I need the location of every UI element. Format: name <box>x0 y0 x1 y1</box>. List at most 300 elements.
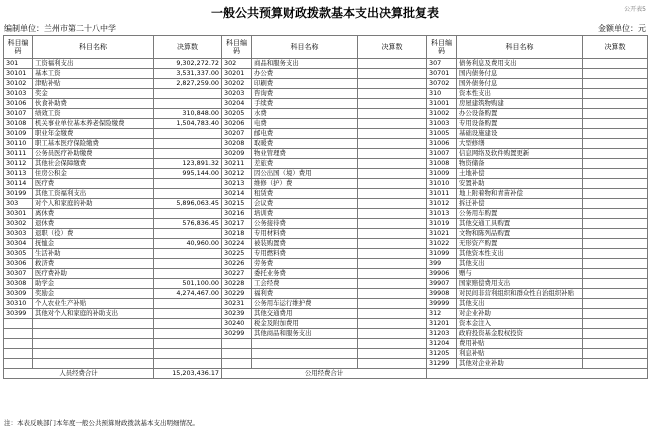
cell-amount-3 <box>583 259 648 269</box>
cell-name-2: 培训费 <box>252 209 358 219</box>
cell-code-3: 31021 <box>427 229 457 239</box>
cell-name-1: 医疗费补助 <box>33 269 154 279</box>
cell-code-1: 30101 <box>4 69 33 79</box>
cell-code-3: 31204 <box>427 339 457 349</box>
table-row <box>4 159 648 169</box>
cell-name-2: 劳务费 <box>252 259 358 269</box>
table-row <box>4 169 648 179</box>
cell-code-2: 30214 <box>222 189 252 199</box>
cell-amount-3 <box>583 59 648 69</box>
table-note: 注：本表反映部门本年度一般公共预算财政拨款基本支出明细情况。 <box>4 419 199 427</box>
cell-code-3: 31011 <box>427 189 457 199</box>
cell-amount-3 <box>583 119 648 129</box>
cell-code-1: 30103 <box>4 89 33 99</box>
cell-name-2: 商品和服务支出 <box>252 59 358 69</box>
corner-mark: 公开表5 <box>624 6 646 13</box>
cell-name-1 <box>33 349 154 359</box>
cell-amount-2 <box>358 99 427 109</box>
cell-name-1: 其他工资福利支出 <box>33 189 154 199</box>
cell-amount-3 <box>583 179 648 189</box>
table-row <box>4 179 648 189</box>
cell-amount-3 <box>583 109 648 119</box>
table-row <box>4 359 648 369</box>
cell-amount-3 <box>583 149 648 159</box>
cell-amount-1 <box>154 339 222 349</box>
table-row <box>4 189 648 199</box>
cell-name-3: 拆迁补偿 <box>457 199 583 209</box>
cell-code-2: 30203 <box>222 89 252 99</box>
cell-name-3: 其他支出 <box>457 299 583 309</box>
cell-amount-1 <box>154 99 222 109</box>
cell-code-1: 30308 <box>4 279 33 289</box>
cell-amount-2 <box>358 269 427 279</box>
footer-row <box>4 369 648 379</box>
cell-code-2: 30216 <box>222 209 252 219</box>
cell-amount-3 <box>583 209 648 219</box>
cell-name-3: 费用补贴 <box>457 339 583 349</box>
cell-amount-1 <box>154 209 222 219</box>
cell-amount-3 <box>583 79 648 89</box>
cell-amount-3 <box>583 199 648 209</box>
cell-code-1: 30306 <box>4 259 33 269</box>
cell-code-1: 30106 <box>4 99 33 109</box>
cell-name-2: 其他交通费用 <box>252 309 358 319</box>
cell-amount-2 <box>358 129 427 139</box>
cell-code-1: 30307 <box>4 269 33 279</box>
report-title: 一般公共预算财政拨款基本支出决算批复表 <box>210 6 439 20</box>
cell-amount-2 <box>358 79 427 89</box>
cell-amount-2 <box>358 279 427 289</box>
cell-name-2 <box>252 339 358 349</box>
cell-name-1: 伙食补助费 <box>33 99 154 109</box>
cell-code-2 <box>222 349 252 359</box>
cell-amount-1: 310,848.00 <box>154 109 222 119</box>
cell-name-1 <box>33 339 154 349</box>
table-row <box>4 289 648 299</box>
cell-code-2: 30207 <box>222 129 252 139</box>
cell-amount-1: 501,100.00 <box>154 279 222 289</box>
table-row <box>4 299 648 309</box>
cell-name-3: 对民间非营利组织和群众性自治组织补贴 <box>457 289 583 299</box>
cell-code-2: 30239 <box>222 309 252 319</box>
cell-name-2: 被装购置费 <box>252 239 358 249</box>
cell-code-2: 30226 <box>222 259 252 269</box>
cell-amount-2 <box>358 339 427 349</box>
cell-code-2 <box>222 359 252 369</box>
cell-amount-2 <box>358 189 427 199</box>
cell-code-3: 31007 <box>427 149 457 159</box>
cell-code-2: 30206 <box>222 119 252 129</box>
cell-amount-3 <box>583 349 648 359</box>
table-row <box>4 339 648 349</box>
cell-amount-2 <box>358 179 427 189</box>
cell-name-3: 信息网络及软件购置更新 <box>457 149 583 159</box>
header-code-3: 科目编码 <box>427 36 457 59</box>
cell-amount-1: 9,302,272.72 <box>154 59 222 69</box>
cell-code-2: 30229 <box>222 289 252 299</box>
cell-code-3: 31019 <box>427 219 457 229</box>
public-total-value <box>427 369 648 379</box>
cell-code-3: 31009 <box>427 169 457 179</box>
cell-code-1: 30110 <box>4 139 33 149</box>
cell-amount-2 <box>358 139 427 149</box>
cell-name-3: 安置补助 <box>457 179 583 189</box>
cell-code-3: 31001 <box>427 99 457 109</box>
cell-name-3: 债务利息及费用支出 <box>457 59 583 69</box>
table-row <box>4 329 648 339</box>
cell-code-3: 31099 <box>427 249 457 259</box>
header-name-3: 科目名称 <box>457 36 583 59</box>
cell-amount-3 <box>583 269 648 279</box>
cell-code-3: 31205 <box>427 349 457 359</box>
cell-amount-2 <box>358 289 427 299</box>
cell-code-2: 30215 <box>222 199 252 209</box>
cell-code-3: 399 <box>427 259 457 269</box>
cell-name-3: 其他交通工具购置 <box>457 219 583 229</box>
cell-amount-3 <box>583 249 648 259</box>
cell-amount-2 <box>358 219 427 229</box>
table-row <box>4 139 648 149</box>
cell-name-1 <box>33 329 154 339</box>
cell-name-2: 印刷费 <box>252 79 358 89</box>
cell-code-2: 30224 <box>222 239 252 249</box>
cell-name-3: 对企业补助 <box>457 309 583 319</box>
cell-amount-3 <box>583 329 648 339</box>
cell-code-3: 31203 <box>427 329 457 339</box>
cell-name-1: 抚恤金 <box>33 239 154 249</box>
cell-code-1 <box>4 349 33 359</box>
cell-name-2: 公务接待费 <box>252 219 358 229</box>
cell-code-2: 30228 <box>222 279 252 289</box>
cell-amount-2 <box>358 59 427 69</box>
cell-amount-1 <box>154 89 222 99</box>
cell-code-2: 30211 <box>222 159 252 169</box>
cell-name-1: 其他对个人和家庭的补助支出 <box>33 309 154 319</box>
table-row <box>4 69 648 79</box>
table-row <box>4 89 648 99</box>
cell-name-3: 物资储备 <box>457 159 583 169</box>
cell-name-2: 委托业务费 <box>252 269 358 279</box>
cell-code-2: 30213 <box>222 179 252 189</box>
cell-code-3: 31022 <box>427 239 457 249</box>
table-row <box>4 229 648 239</box>
cell-amount-2 <box>358 299 427 309</box>
cell-code-3: 31006 <box>427 139 457 149</box>
cell-amount-2 <box>358 109 427 119</box>
cell-code-1: 30303 <box>4 229 33 239</box>
cell-amount-2 <box>358 349 427 359</box>
cell-code-1: 30304 <box>4 239 33 249</box>
cell-amount-2 <box>358 329 427 339</box>
cell-amount-1: 3,531,337.00 <box>154 69 222 79</box>
table-row <box>4 129 648 139</box>
cell-code-1 <box>4 329 33 339</box>
cell-code-2: 302 <box>222 59 252 69</box>
amount-unit: 金额单位：元 <box>598 24 646 33</box>
table-row <box>4 349 648 359</box>
cell-amount-3 <box>583 169 648 179</box>
cell-amount-2 <box>358 359 427 369</box>
cell-amount-1: 4,274,467.00 <box>154 289 222 299</box>
budget-table <box>3 35 648 379</box>
cell-name-3: 国内债务付息 <box>457 69 583 79</box>
cell-code-1: 30309 <box>4 289 33 299</box>
cell-amount-3 <box>583 139 648 149</box>
cell-amount-2 <box>358 229 427 239</box>
cell-amount-1 <box>154 359 222 369</box>
table-row <box>4 319 648 329</box>
cell-code-1: 303 <box>4 199 33 209</box>
cell-amount-3 <box>583 219 648 229</box>
cell-name-2: 工会经费 <box>252 279 358 289</box>
cell-name-3: 专用设备购置 <box>457 119 583 129</box>
cell-name-1: 津贴补贴 <box>33 79 154 89</box>
cell-code-3: 39906 <box>427 269 457 279</box>
cell-amount-1 <box>154 319 222 329</box>
cell-code-1: 30310 <box>4 299 33 309</box>
cell-code-2: 30240 <box>222 319 252 329</box>
cell-code-2: 30205 <box>222 109 252 119</box>
table-header-row <box>4 36 648 59</box>
cell-amount-3 <box>583 189 648 199</box>
cell-code-2 <box>222 339 252 349</box>
cell-amount-3 <box>583 359 648 369</box>
cell-name-3: 赠与 <box>457 269 583 279</box>
cell-amount-3 <box>583 229 648 239</box>
cell-name-2: 税金及附加费用 <box>252 319 358 329</box>
cell-code-1 <box>4 339 33 349</box>
cell-code-1: 30102 <box>4 79 33 89</box>
cell-amount-2 <box>358 89 427 99</box>
cell-code-3: 30702 <box>427 79 457 89</box>
table-row <box>4 79 648 89</box>
cell-amount-1: 123,891.32 <box>154 159 222 169</box>
cell-code-1: 30113 <box>4 169 33 179</box>
cell-code-2: 30218 <box>222 229 252 239</box>
cell-name-2: 维修（护）费 <box>252 179 358 189</box>
cell-amount-1: 995,144.00 <box>154 169 222 179</box>
cell-code-1: 30111 <box>4 149 33 159</box>
cell-name-3: 其他支出 <box>457 259 583 269</box>
header-amount-3: 决算数 <box>583 36 648 59</box>
cell-amount-1 <box>154 329 222 339</box>
header-name-2: 科目名称 <box>252 36 358 59</box>
header-amount-2: 决算数 <box>358 36 427 59</box>
cell-name-1: 生活补助 <box>33 249 154 259</box>
personnel-total-value: 15,203,436.17 <box>154 369 222 379</box>
cell-amount-3 <box>583 339 648 349</box>
cell-code-2: 30209 <box>222 149 252 159</box>
cell-code-3: 31005 <box>427 129 457 139</box>
cell-amount-3 <box>583 159 648 169</box>
cell-amount-3 <box>583 239 648 249</box>
cell-name-1: 助学金 <box>33 279 154 289</box>
cell-amount-3 <box>583 299 648 309</box>
cell-amount-2 <box>358 319 427 329</box>
cell-name-2: 水费 <box>252 109 358 119</box>
cell-code-3: 39908 <box>427 289 457 299</box>
cell-code-1: 30305 <box>4 249 33 259</box>
cell-amount-3 <box>583 89 648 99</box>
cell-code-2: 30225 <box>222 249 252 259</box>
cell-name-2: 差旅费 <box>252 159 358 169</box>
cell-code-2: 30204 <box>222 99 252 109</box>
cell-amount-1 <box>154 179 222 189</box>
cell-name-2: 租赁费 <box>252 189 358 199</box>
cell-amount-1 <box>154 349 222 359</box>
cell-name-2: 手续费 <box>252 99 358 109</box>
header-name-1: 科目名称 <box>33 36 154 59</box>
cell-amount-1 <box>154 259 222 269</box>
cell-name-3: 大型修缮 <box>457 139 583 149</box>
cell-name-3: 房屋建筑物购建 <box>457 99 583 109</box>
cell-name-2: 专用材料费 <box>252 229 358 239</box>
cell-amount-1 <box>154 149 222 159</box>
cell-code-3: 31012 <box>427 199 457 209</box>
cell-amount-3 <box>583 99 648 109</box>
cell-code-3: 310 <box>427 89 457 99</box>
cell-name-1: 医疗费 <box>33 179 154 189</box>
cell-name-3: 政府投资基金股权投资 <box>457 329 583 339</box>
cell-code-1: 30114 <box>4 179 33 189</box>
personnel-total-label: 人员经费合计 <box>4 369 154 379</box>
cell-amount-3 <box>583 289 648 299</box>
cell-name-1: 基本工资 <box>33 69 154 79</box>
cell-amount-2 <box>358 309 427 319</box>
cell-name-3: 地上附着物和青苗补偿 <box>457 189 583 199</box>
table-row <box>4 59 648 69</box>
cell-code-3: 312 <box>427 309 457 319</box>
cell-amount-1 <box>154 139 222 149</box>
cell-code-3: 31010 <box>427 179 457 189</box>
cell-code-1: 30199 <box>4 189 33 199</box>
cell-amount-2 <box>358 209 427 219</box>
cell-amount-2 <box>358 69 427 79</box>
cell-name-2: 专用燃料费 <box>252 249 358 259</box>
cell-code-3: 307 <box>427 59 457 69</box>
cell-code-1: 30399 <box>4 309 33 319</box>
cell-name-3: 国外债务付息 <box>457 79 583 89</box>
cell-name-2: 取暖费 <box>252 139 358 149</box>
cell-name-3: 资本性支出 <box>457 89 583 99</box>
cell-amount-1 <box>154 269 222 279</box>
cell-name-1: 退职（役）费 <box>33 229 154 239</box>
cell-amount-1 <box>154 189 222 199</box>
table-row <box>4 239 648 249</box>
cell-amount-1: 40,960.00 <box>154 239 222 249</box>
cell-amount-1 <box>154 129 222 139</box>
cell-name-2: 会议费 <box>252 199 358 209</box>
cell-name-2: 福利费 <box>252 289 358 299</box>
cell-name-2: 电费 <box>252 119 358 129</box>
cell-amount-1 <box>154 299 222 309</box>
cell-code-3: 31299 <box>427 359 457 369</box>
cell-name-2 <box>252 359 358 369</box>
cell-name-3: 国家赔偿费用支出 <box>457 279 583 289</box>
cell-code-3: 31201 <box>427 319 457 329</box>
cell-code-1: 30108 <box>4 119 33 129</box>
cell-name-3: 办公设备购置 <box>457 109 583 119</box>
cell-name-1: 救济费 <box>33 259 154 269</box>
table-row <box>4 259 648 269</box>
cell-code-1: 30109 <box>4 129 33 139</box>
cell-amount-2 <box>358 169 427 179</box>
cell-amount-1 <box>154 309 222 319</box>
cell-code-3: 31008 <box>427 159 457 169</box>
cell-amount-1 <box>154 249 222 259</box>
cell-code-2: 30227 <box>222 269 252 279</box>
cell-code-3: 39999 <box>427 299 457 309</box>
cell-code-1: 30302 <box>4 219 33 229</box>
cell-name-1: 职业年金缴费 <box>33 129 154 139</box>
cell-code-2: 30299 <box>222 329 252 339</box>
cell-code-1: 30112 <box>4 159 33 169</box>
table-row <box>4 249 648 259</box>
cell-code-2: 30217 <box>222 219 252 229</box>
cell-code-1: 30107 <box>4 109 33 119</box>
cell-name-1: 个人农业生产补贴 <box>33 299 154 309</box>
cell-amount-2 <box>358 149 427 159</box>
cell-name-2: 咨询费 <box>252 89 358 99</box>
cell-name-2: 邮电费 <box>252 129 358 139</box>
table-row <box>4 199 648 209</box>
cell-amount-2 <box>358 239 427 249</box>
cell-code-2: 30231 <box>222 299 252 309</box>
cell-code-2: 30202 <box>222 79 252 89</box>
cell-name-3: 土地补偿 <box>457 169 583 179</box>
cell-name-3: 公务用车购置 <box>457 209 583 219</box>
cell-name-2: 公务用车运行维护费 <box>252 299 358 309</box>
cell-code-1 <box>4 359 33 369</box>
cell-name-1: 奖金 <box>33 89 154 99</box>
cell-code-1: 30301 <box>4 209 33 219</box>
cell-name-3: 文物和陈列品购置 <box>457 229 583 239</box>
cell-amount-3 <box>583 309 648 319</box>
cell-amount-2 <box>358 119 427 129</box>
cell-amount-3 <box>583 129 648 139</box>
public-total-label: 公用经费合计 <box>222 369 427 379</box>
header-code-2: 科目编码 <box>222 36 252 59</box>
cell-name-1: 绩效工资 <box>33 109 154 119</box>
cell-code-3: 31013 <box>427 209 457 219</box>
cell-amount-2 <box>358 159 427 169</box>
cell-amount-3 <box>583 69 648 79</box>
table-row <box>4 269 648 279</box>
cell-name-1: 离休费 <box>33 209 154 219</box>
cell-name-1: 职工基本医疗保险缴费 <box>33 139 154 149</box>
cell-code-3: 31003 <box>427 119 457 129</box>
cell-name-1: 其他社会保障缴费 <box>33 159 154 169</box>
cell-amount-2 <box>358 259 427 269</box>
cell-name-1: 对个人和家庭的补助 <box>33 199 154 209</box>
table-row <box>4 119 648 129</box>
cell-code-1: 301 <box>4 59 33 69</box>
cell-name-1: 奖励金 <box>33 289 154 299</box>
header-code-1: 科目编码 <box>4 36 33 59</box>
cell-amount-1: 576,836.45 <box>154 219 222 229</box>
table-row <box>4 149 648 159</box>
table-row <box>4 99 648 109</box>
table-row <box>4 219 648 229</box>
cell-code-1 <box>4 319 33 329</box>
table-row <box>4 309 648 319</box>
cell-amount-2 <box>358 199 427 209</box>
cell-code-3: 30701 <box>427 69 457 79</box>
cell-amount-3 <box>583 279 648 289</box>
cell-code-2: 30212 <box>222 169 252 179</box>
cell-name-1: 工资福利支出 <box>33 59 154 69</box>
cell-code-3: 31002 <box>427 109 457 119</box>
